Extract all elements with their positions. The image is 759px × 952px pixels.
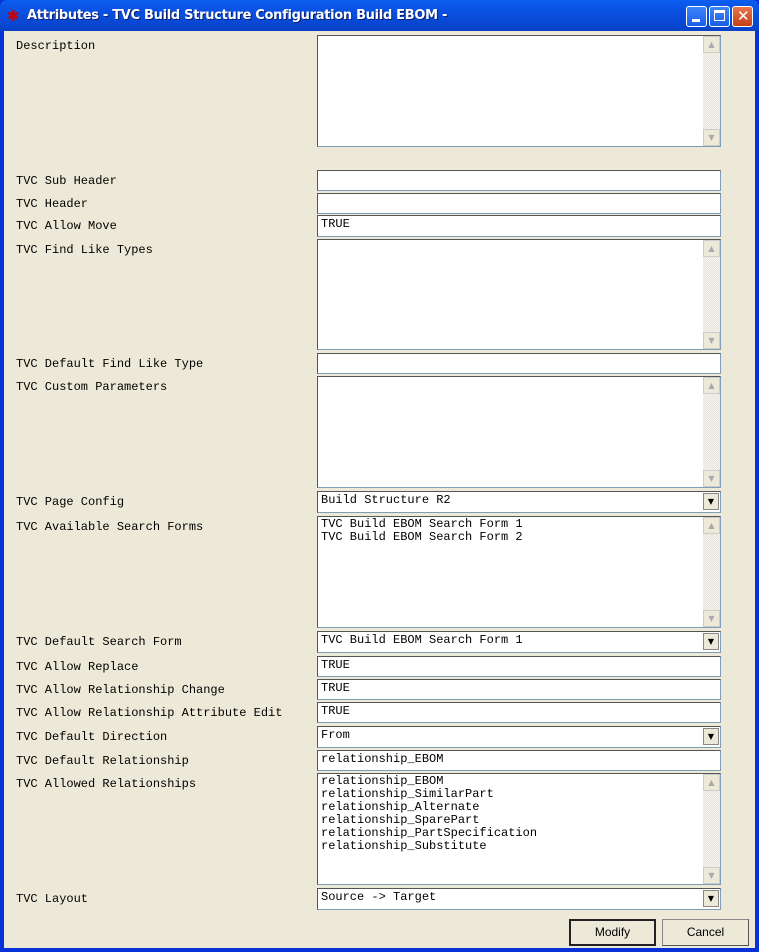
tvc-header-input[interactable]	[317, 193, 721, 214]
label-tvc-layout: TVC Layout	[16, 892, 89, 906]
field-value: TRUE	[321, 681, 350, 695]
label-tvc-default-find-like-type: TVC Default Find Like Type	[16, 357, 204, 371]
label-description: Description	[16, 39, 96, 53]
tvc-allow-replace-input[interactable]	[317, 656, 721, 677]
scrollbar[interactable]	[703, 774, 720, 884]
field-value: TRUE	[321, 704, 350, 718]
list-item[interactable]: relationship_Substitute	[321, 839, 487, 853]
scroll-down-arrow-icon[interactable]: ▼	[703, 332, 720, 349]
field-value: TVC Build EBOM Search Form 1	[321, 633, 523, 647]
label-tvc-default-search-form: TVC Default Search Form	[16, 635, 182, 649]
label-tvc-allow-move: TVC Allow Move	[16, 219, 117, 233]
field-value: Source -> Target	[321, 890, 437, 904]
label-tvc-page-config: TVC Page Config	[16, 495, 125, 509]
tvc-default-search-form-dropdown[interactable]	[317, 631, 721, 653]
scroll-up-arrow-icon[interactable]: ▲	[703, 774, 720, 791]
minimize-button[interactable]	[686, 6, 707, 27]
list-item[interactable]: TVC Build EBOM Search Form 1	[321, 517, 523, 531]
title-bar	[0, 0, 759, 31]
field-value: TRUE	[321, 217, 350, 231]
scrollbar[interactable]	[703, 517, 720, 627]
scroll-down-arrow-icon[interactable]: ▼	[703, 129, 720, 146]
scroll-down-arrow-icon[interactable]: ▼	[703, 470, 720, 487]
close-button[interactable]: ✕	[732, 6, 753, 27]
label-tvc-sub-header: TVC Sub Header	[16, 174, 117, 188]
dialog-body	[4, 31, 755, 948]
scrollbar[interactable]	[703, 377, 720, 487]
list-item[interactable]: relationship_SimilarPart	[321, 787, 494, 801]
app-icon: ✱	[7, 7, 20, 25]
list-item[interactable]: relationship_PartSpecification	[321, 826, 538, 840]
tvc-find-like-types-textarea[interactable]	[317, 239, 721, 350]
scroll-down-arrow-icon[interactable]: ▼	[703, 610, 720, 627]
list-item[interactable]: TVC Build EBOM Search Form 2	[321, 530, 523, 544]
label-tvc-find-like-types: TVC Find Like Types	[16, 243, 153, 257]
list-item[interactable]: relationship_EBOM	[321, 774, 444, 788]
tvc-allowed-relationships-textarea[interactable]	[317, 773, 721, 885]
label-tvc-allow-replace: TVC Allow Replace	[16, 660, 139, 674]
modify-button[interactable]: Modify	[569, 919, 656, 946]
field-value: From	[321, 728, 350, 742]
maximize-button[interactable]	[709, 6, 730, 27]
tvc-default-find-like-type-input[interactable]	[317, 353, 721, 374]
label-tvc-default-direction: TVC Default Direction	[16, 730, 168, 744]
tvc-default-direction-dropdown[interactable]	[317, 726, 721, 748]
field-value: Build Structure R2	[321, 493, 451, 507]
scrollbar[interactable]	[703, 36, 720, 146]
chevron-down-icon[interactable]: ▼	[703, 728, 719, 745]
tvc-allow-relationship-change-input[interactable]	[317, 679, 721, 700]
chevron-down-icon[interactable]: ▼	[703, 493, 719, 510]
chevron-down-icon[interactable]: ▼	[703, 890, 719, 907]
window-title: Attributes - TVC Build Structure Configuration Build EBOM -	[27, 8, 448, 23]
label-tvc-header: TVC Header	[16, 197, 89, 211]
field-value: relationship_EBOM	[321, 752, 444, 766]
label-tvc-custom-parameters: TVC Custom Parameters	[16, 380, 168, 394]
field-value: TRUE	[321, 658, 350, 672]
scroll-up-arrow-icon[interactable]: ▲	[703, 240, 720, 257]
label-tvc-available-search-forms: TVC Available Search Forms	[16, 520, 204, 534]
label-tvc-default-relationship: TVC Default Relationship	[16, 754, 189, 768]
tvc-default-relationship-input[interactable]	[317, 750, 721, 771]
scroll-down-arrow-icon[interactable]: ▼	[703, 867, 720, 884]
label-tvc-allowed-relationships: TVC Allowed Relationships	[16, 777, 197, 791]
scroll-up-arrow-icon[interactable]: ▲	[703, 36, 720, 53]
cancel-button[interactable]: Cancel	[662, 919, 749, 946]
description-textarea[interactable]	[317, 35, 721, 147]
tvc-available-search-forms-textarea[interactable]	[317, 516, 721, 628]
label-tvc-allow-relationship-change: TVC Allow Relationship Change	[16, 683, 225, 697]
tvc-custom-parameters-textarea[interactable]	[317, 376, 721, 488]
tvc-layout-dropdown[interactable]	[317, 888, 721, 910]
tvc-allow-relationship-attribute-edit-input[interactable]	[317, 702, 721, 723]
scroll-up-arrow-icon[interactable]: ▲	[703, 377, 720, 394]
tvc-sub-header-input[interactable]	[317, 170, 721, 191]
tvc-allow-move-input[interactable]	[317, 215, 721, 237]
tvc-page-config-dropdown[interactable]	[317, 491, 721, 513]
list-item[interactable]: relationship_Alternate	[321, 800, 480, 814]
list-item[interactable]: relationship_SparePart	[321, 813, 480, 827]
scroll-up-arrow-icon[interactable]: ▲	[703, 517, 720, 534]
chevron-down-icon[interactable]: ▼	[703, 633, 719, 650]
label-tvc-allow-relationship-attribute-edit: TVC Allow Relationship Attribute Edit	[16, 706, 283, 720]
scrollbar[interactable]	[703, 240, 720, 349]
